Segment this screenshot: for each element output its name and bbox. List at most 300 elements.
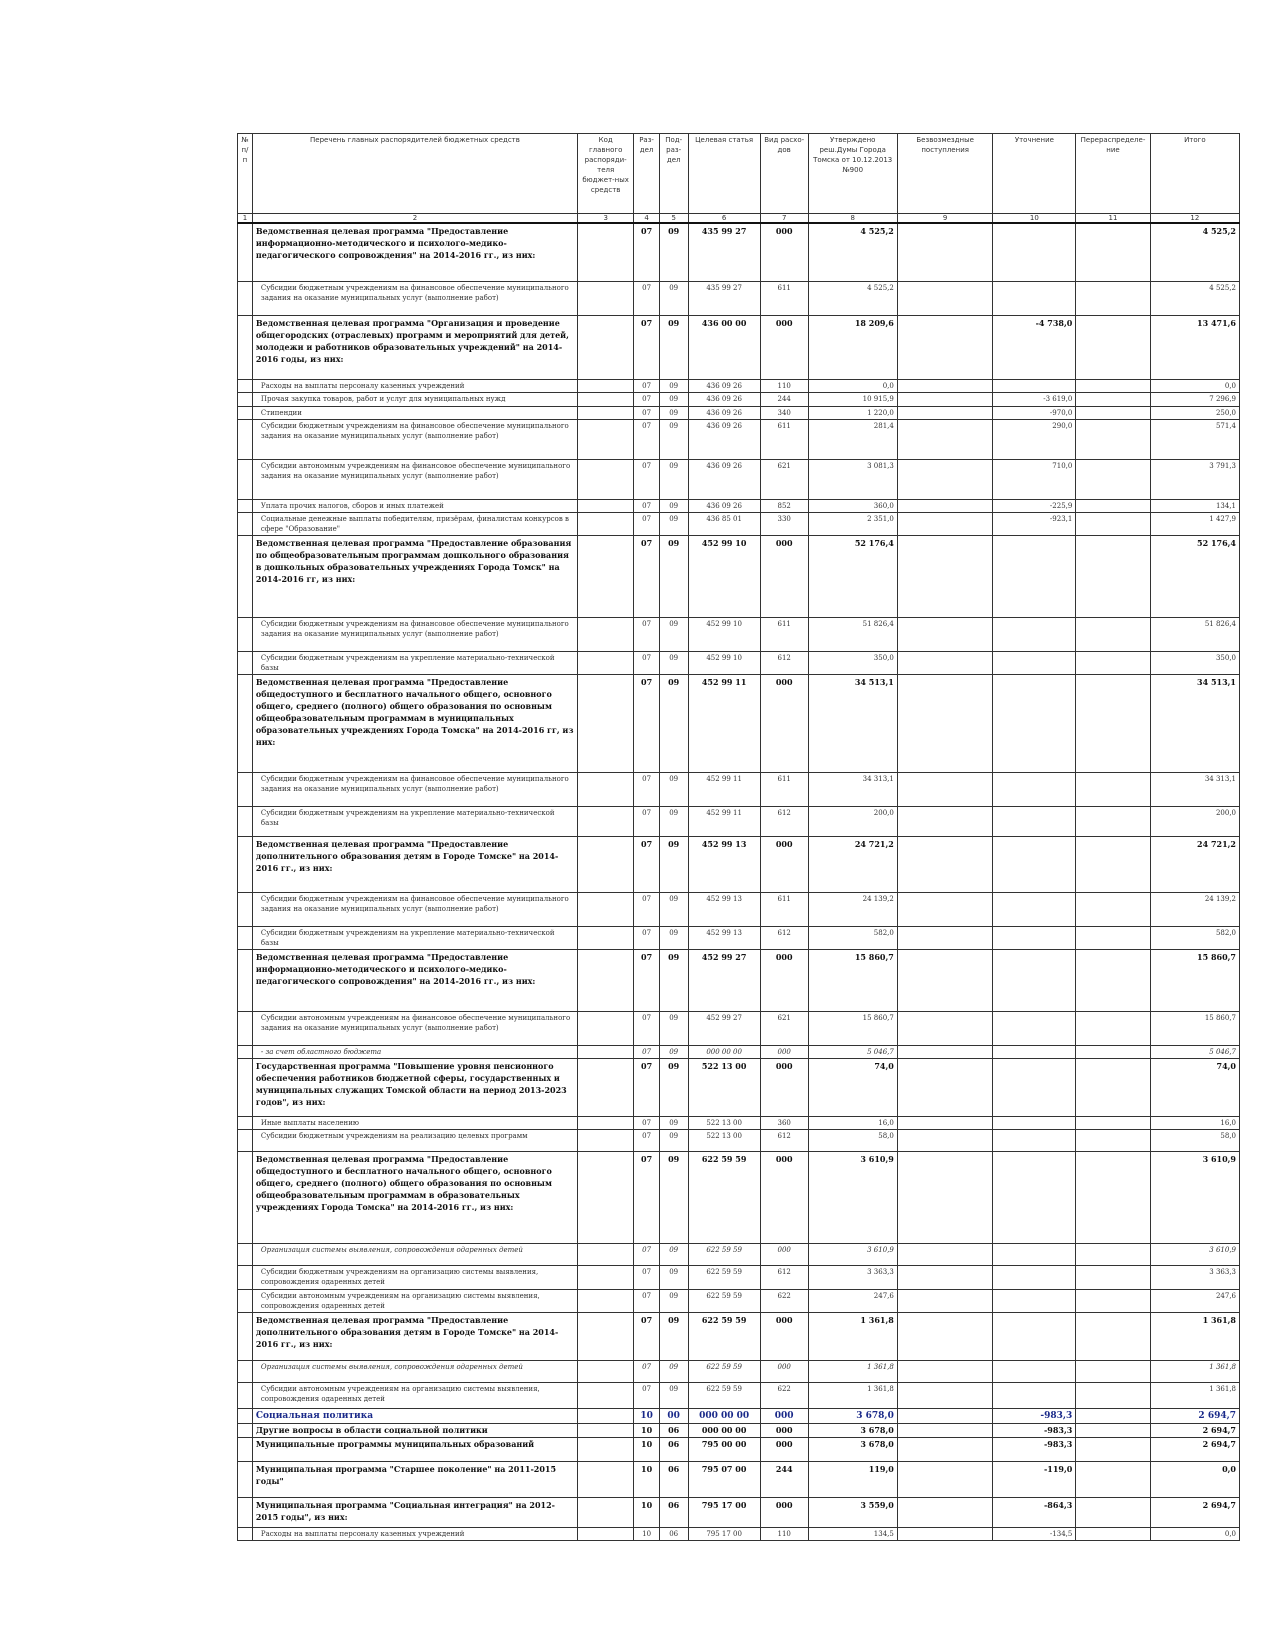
row-podrazdel-cell: 09 [659, 1151, 688, 1243]
row-razdel-cell: 07 [634, 1151, 660, 1243]
row-redistribution-cell [1076, 379, 1150, 392]
row-refinement-cell [993, 1116, 1076, 1129]
table-row [238, 1497, 1240, 1527]
header-cell-target-article: Целевая статья [688, 134, 760, 214]
table-row [238, 223, 1240, 281]
row-total-cell: 3 610,9 [1150, 1243, 1239, 1265]
row-gratuitous-cell [897, 512, 993, 535]
row-target-article-cell: 452 99 13 [688, 926, 760, 949]
row-name-cell: Ведомственная целевая программа "Предоставление общедоступного и бесплатного начального общего, основного общего, среднего (полного) общего образования по основным общеобразовательным программам в образовательных учреждениях Города Томска" на 2014-2016 гг., из них: [252, 1151, 577, 1243]
row-razdel-cell: 07 [634, 651, 660, 674]
row-grbs-code-cell [578, 1312, 634, 1360]
row-podrazdel-cell: 09 [659, 806, 688, 836]
row-approved-cell: 15 860,7 [808, 1011, 897, 1045]
column-number: 6 [688, 214, 760, 224]
row-refinement-cell [993, 836, 1076, 892]
row-expense-type-cell: 612 [760, 1129, 808, 1151]
table-body [238, 223, 1240, 1540]
row-target-article-cell: 436 09 26 [688, 392, 760, 406]
row-gratuitous-cell [897, 223, 993, 281]
row-redistribution-cell [1076, 1360, 1150, 1382]
row-podrazdel-cell: 09 [659, 1129, 688, 1151]
row-grbs-code-cell [578, 836, 634, 892]
row-redistribution-cell [1076, 1497, 1150, 1527]
row-number-cell [238, 1527, 253, 1540]
table-row [238, 1461, 1240, 1497]
row-gratuitous-cell [897, 949, 993, 1011]
row-razdel-cell: 07 [634, 1265, 660, 1289]
table-row [238, 1437, 1240, 1461]
row-total-cell: 2 694,7 [1150, 1437, 1239, 1461]
row-total-cell: 0,0 [1150, 379, 1239, 392]
row-approved-cell: 3 559,0 [808, 1497, 897, 1527]
row-razdel-cell: 10 [634, 1437, 660, 1461]
table-row [238, 512, 1240, 535]
row-podrazdel-cell: 06 [659, 1437, 688, 1461]
row-razdel-cell: 07 [634, 1289, 660, 1312]
row-name-cell: Уплата прочих налогов, сборов и иных платежей [252, 499, 577, 512]
row-redistribution-cell [1076, 499, 1150, 512]
row-name-cell: Субсидии бюджетным учреждениям на финансовое обеспечение муниципального задания на оказание муниципальных услуг (выполнение работ) [252, 772, 577, 806]
row-razdel-cell: 07 [634, 223, 660, 281]
row-grbs-code-cell [578, 1461, 634, 1497]
header-cell-total: Итого [1150, 134, 1239, 214]
row-number-cell [238, 617, 253, 651]
row-name-cell: Ведомственная целевая программа "Предоставление общедоступного и бесплатного начального общего, основного общего, среднего (полного) общего образования по основным общеобразовательным программам в муниципальных образовательных учреждениях Города Томска" на 2014-2016 гг, из них: [252, 674, 577, 772]
row-approved-cell: 281,4 [808, 419, 897, 459]
table-row [238, 1151, 1240, 1243]
row-redistribution-cell [1076, 223, 1150, 281]
row-name-cell: - за счет областного бюджета [252, 1045, 577, 1058]
row-podrazdel-cell: 09 [659, 1265, 688, 1289]
row-gratuitous-cell [897, 1289, 993, 1312]
row-podrazdel-cell: 09 [659, 1312, 688, 1360]
budget-sheet [237, 133, 1240, 1541]
row-total-cell: 250,0 [1150, 406, 1239, 419]
row-razdel-cell: 07 [634, 617, 660, 651]
row-name-cell: Ведомственная целевая программа "Организация и проведение общегородских (отраслевых) программ и мероприятий для детей, молодежи и работников образовательных учреждений" на 2014-2016 годы, из них: [252, 315, 577, 379]
row-gratuitous-cell [897, 1360, 993, 1382]
row-podrazdel-cell: 09 [659, 1045, 688, 1058]
row-approved-cell: 16,0 [808, 1116, 897, 1129]
row-number-cell [238, 1360, 253, 1382]
row-gratuitous-cell [897, 1045, 993, 1058]
row-target-article-cell: 795 07 00 [688, 1461, 760, 1497]
row-number-cell [238, 1423, 253, 1437]
row-gratuitous-cell [897, 617, 993, 651]
row-name-cell: Организация системы выявления, сопровождения одаренных детей [252, 1243, 577, 1265]
header-cell-podrazdel: Под-раз-дел [659, 134, 688, 214]
row-approved-cell: 52 176,4 [808, 535, 897, 617]
row-refinement-cell [993, 617, 1076, 651]
row-razdel-cell: 07 [634, 535, 660, 617]
row-approved-cell: 15 860,7 [808, 949, 897, 1011]
row-razdel-cell: 07 [634, 1058, 660, 1116]
row-expense-type-cell: 000 [760, 1408, 808, 1423]
row-name-cell: Иные выплаты населению [252, 1116, 577, 1129]
row-redistribution-cell [1076, 772, 1150, 806]
row-gratuitous-cell [897, 1423, 993, 1437]
row-redistribution-cell [1076, 1129, 1150, 1151]
row-grbs-code-cell [578, 1011, 634, 1045]
row-number-cell [238, 512, 253, 535]
row-grbs-code-cell [578, 1058, 634, 1116]
row-redistribution-cell [1076, 419, 1150, 459]
row-razdel-cell: 07 [634, 1360, 660, 1382]
header-cell-gratuitous: Безвозмездные поступления [897, 134, 993, 214]
row-grbs-code-cell [578, 1116, 634, 1129]
row-podrazdel-cell: 09 [659, 406, 688, 419]
row-podrazdel-cell: 09 [659, 535, 688, 617]
budget-table [237, 133, 1240, 1541]
row-grbs-code-cell [578, 892, 634, 926]
row-approved-cell: 3 610,9 [808, 1151, 897, 1243]
row-podrazdel-cell: 09 [659, 419, 688, 459]
row-target-article-cell: 436 09 26 [688, 406, 760, 419]
row-expense-type-cell: 000 [760, 1437, 808, 1461]
row-total-cell: 1 427,9 [1150, 512, 1239, 535]
row-podrazdel-cell: 09 [659, 949, 688, 1011]
row-expense-type-cell: 000 [760, 674, 808, 772]
table-row [238, 281, 1240, 315]
row-target-article-cell: 795 00 00 [688, 1437, 760, 1461]
header-cell-grbs-code: Код главного распоряди-теля бюджет-ных средств [578, 134, 634, 214]
row-expense-type-cell: 612 [760, 806, 808, 836]
row-grbs-code-cell [578, 406, 634, 419]
row-gratuitous-cell [897, 772, 993, 806]
row-expense-type-cell: 621 [760, 459, 808, 499]
row-target-article-cell: 522 13 00 [688, 1058, 760, 1116]
row-grbs-code-cell [578, 1497, 634, 1527]
table-row [238, 1116, 1240, 1129]
column-number: 5 [659, 214, 688, 224]
row-refinement-cell: -134,5 [993, 1527, 1076, 1540]
row-name-cell: Субсидии бюджетным учреждениям на финансовое обеспечение муниципального задания на оказание муниципальных услуг (выполнение работ) [252, 617, 577, 651]
row-number-cell [238, 535, 253, 617]
table-row [238, 1423, 1240, 1437]
row-name-cell: Организация системы выявления, сопровождения одаренных детей [252, 1360, 577, 1382]
row-target-article-cell: 436 09 26 [688, 419, 760, 459]
row-total-cell: 247,6 [1150, 1289, 1239, 1312]
row-name-cell: Ведомственная целевая программа "Предоставление информационно-методического и психолого-медико-педагогического сопровождения" на 2014-2016 гг., из них: [252, 223, 577, 281]
row-name-cell: Прочая закупка товаров, работ и услуг для муниципальных нужд [252, 392, 577, 406]
row-razdel-cell: 07 [634, 459, 660, 499]
row-expense-type-cell: 622 [760, 1289, 808, 1312]
row-redistribution-cell [1076, 1151, 1150, 1243]
row-total-cell: 15 860,7 [1150, 1011, 1239, 1045]
row-target-article-cell: 452 99 11 [688, 806, 760, 836]
row-number-cell [238, 1265, 253, 1289]
column-number: 4 [634, 214, 660, 224]
row-expense-type-cell: 244 [760, 1461, 808, 1497]
row-expense-type-cell: 000 [760, 1058, 808, 1116]
row-refinement-cell [993, 674, 1076, 772]
row-target-article-cell: 452 99 27 [688, 949, 760, 1011]
row-redistribution-cell [1076, 617, 1150, 651]
row-refinement-cell: -4 738,0 [993, 315, 1076, 379]
table-row [238, 772, 1240, 806]
row-name-cell: Субсидии бюджетным учреждениям на укрепление материально-технической базы [252, 806, 577, 836]
row-expense-type-cell: 000 [760, 1497, 808, 1527]
row-total-cell: 2 694,7 [1150, 1497, 1239, 1527]
row-total-cell: 2 694,7 [1150, 1423, 1239, 1437]
row-refinement-cell [993, 926, 1076, 949]
row-name-cell: Государственная программа "Повышение уровня пенсионного обеспечения работников бюджетной сферы, государственных и муниципальных служащих Томской области на период 2013-2023 годов", из них: [252, 1058, 577, 1116]
row-number-cell [238, 772, 253, 806]
table-row [238, 392, 1240, 406]
row-expense-type-cell: 000 [760, 315, 808, 379]
row-name-cell: Стипендии [252, 406, 577, 419]
row-gratuitous-cell [897, 806, 993, 836]
row-name-cell: Субсидии бюджетным учреждениям на финансовое обеспечение муниципального задания на оказание муниципальных услуг (выполнение работ) [252, 281, 577, 315]
table-row [238, 836, 1240, 892]
row-grbs-code-cell [578, 1382, 634, 1408]
row-gratuitous-cell [897, 892, 993, 926]
row-grbs-code-cell [578, 806, 634, 836]
row-expense-type-cell: 000 [760, 1151, 808, 1243]
row-expense-type-cell: 340 [760, 406, 808, 419]
row-razdel-cell: 07 [634, 392, 660, 406]
row-podrazdel-cell: 09 [659, 223, 688, 281]
row-number-cell [238, 926, 253, 949]
row-expense-type-cell: 000 [760, 1360, 808, 1382]
row-grbs-code-cell [578, 1151, 634, 1243]
row-razdel-cell: 07 [634, 1116, 660, 1129]
row-expense-type-cell: 000 [760, 1312, 808, 1360]
row-podrazdel-cell: 06 [659, 1497, 688, 1527]
row-number-cell [238, 674, 253, 772]
row-grbs-code-cell [578, 1360, 634, 1382]
row-expense-type-cell: 330 [760, 512, 808, 535]
row-grbs-code-cell [578, 379, 634, 392]
row-grbs-code-cell [578, 651, 634, 674]
row-total-cell: 52 176,4 [1150, 535, 1239, 617]
row-refinement-cell: 710,0 [993, 459, 1076, 499]
row-expense-type-cell: 000 [760, 1243, 808, 1265]
row-target-article-cell: 622 59 59 [688, 1382, 760, 1408]
row-number-cell [238, 1312, 253, 1360]
row-razdel-cell: 07 [634, 379, 660, 392]
row-refinement-cell [993, 806, 1076, 836]
row-number-cell [238, 892, 253, 926]
row-approved-cell: 34 313,1 [808, 772, 897, 806]
row-refinement-cell [993, 651, 1076, 674]
row-number-cell [238, 1243, 253, 1265]
row-podrazdel-cell: 09 [659, 1116, 688, 1129]
row-redistribution-cell [1076, 892, 1150, 926]
row-target-article-cell: 622 59 59 [688, 1289, 760, 1312]
row-approved-cell: 1 220,0 [808, 406, 897, 419]
row-grbs-code-cell [578, 315, 634, 379]
row-razdel-cell: 07 [634, 499, 660, 512]
row-approved-cell: 0,0 [808, 379, 897, 392]
row-podrazdel-cell: 06 [659, 1461, 688, 1497]
row-refinement-cell: -864,3 [993, 1497, 1076, 1527]
row-grbs-code-cell [578, 535, 634, 617]
row-total-cell: 1 361,8 [1150, 1382, 1239, 1408]
row-expense-type-cell: 611 [760, 892, 808, 926]
row-target-article-cell: 452 99 13 [688, 892, 760, 926]
row-number-cell [238, 651, 253, 674]
row-approved-cell: 34 513,1 [808, 674, 897, 772]
row-podrazdel-cell: 09 [659, 651, 688, 674]
row-number-cell [238, 1058, 253, 1116]
row-expense-type-cell: 000 [760, 535, 808, 617]
row-grbs-code-cell [578, 1408, 634, 1423]
row-gratuitous-cell [897, 1011, 993, 1045]
row-podrazdel-cell: 09 [659, 392, 688, 406]
row-podrazdel-cell: 00 [659, 1408, 688, 1423]
row-total-cell: 350,0 [1150, 651, 1239, 674]
row-razdel-cell: 07 [634, 1011, 660, 1045]
row-number-cell [238, 1045, 253, 1058]
row-grbs-code-cell [578, 459, 634, 499]
row-grbs-code-cell [578, 1289, 634, 1312]
row-total-cell: 3 610,9 [1150, 1151, 1239, 1243]
row-total-cell: 0,0 [1150, 1461, 1239, 1497]
row-redistribution-cell [1076, 1312, 1150, 1360]
row-redistribution-cell [1076, 926, 1150, 949]
row-grbs-code-cell [578, 1243, 634, 1265]
row-refinement-cell: -970,0 [993, 406, 1076, 419]
row-approved-cell: 3 678,0 [808, 1437, 897, 1461]
row-expense-type-cell: 611 [760, 772, 808, 806]
row-name-cell: Другие вопросы в области социальной политики [252, 1423, 577, 1437]
row-approved-cell: 3 363,3 [808, 1265, 897, 1289]
row-target-article-cell: 795 17 00 [688, 1497, 760, 1527]
row-refinement-cell [993, 1289, 1076, 1312]
header-cell-redistribution: Перераспределе-ние [1076, 134, 1150, 214]
column-number: 1 [238, 214, 253, 224]
row-number-cell [238, 406, 253, 419]
row-target-article-cell: 436 09 26 [688, 499, 760, 512]
table-row [238, 315, 1240, 379]
row-target-article-cell: 452 99 11 [688, 674, 760, 772]
row-name-cell: Ведомственная целевая программа "Предоставление информационно-методического и психолого-медико-педагогического сопровождения" на 2014-2016 гг., из них: [252, 949, 577, 1011]
row-total-cell: 200,0 [1150, 806, 1239, 836]
row-approved-cell: 582,0 [808, 926, 897, 949]
row-grbs-code-cell [578, 1527, 634, 1540]
row-razdel-cell: 07 [634, 512, 660, 535]
row-refinement-cell: -119,0 [993, 1461, 1076, 1497]
row-expense-type-cell: 611 [760, 281, 808, 315]
row-approved-cell: 200,0 [808, 806, 897, 836]
row-approved-cell: 3 678,0 [808, 1408, 897, 1423]
row-podrazdel-cell: 09 [659, 926, 688, 949]
row-target-article-cell: 795 17 00 [688, 1527, 760, 1540]
table-row [238, 617, 1240, 651]
row-number-cell [238, 1289, 253, 1312]
table-row [238, 1408, 1240, 1423]
table-row [238, 406, 1240, 419]
table-row [238, 1045, 1240, 1058]
row-name-cell: Субсидии автономным учреждениям на финансовое обеспечение муниципального задания на оказание муниципальных услуг (выполнение работ) [252, 459, 577, 499]
row-total-cell: 1 361,8 [1150, 1312, 1239, 1360]
row-total-cell: 1 361,8 [1150, 1360, 1239, 1382]
row-expense-type-cell: 612 [760, 1265, 808, 1289]
row-name-cell: Социальные денежные выплаты победителям, призёрам, финалистам конкурсов в сфере "Образование" [252, 512, 577, 535]
row-redistribution-cell [1076, 836, 1150, 892]
row-refinement-cell [993, 1265, 1076, 1289]
row-total-cell: 13 471,6 [1150, 315, 1239, 379]
row-razdel-cell: 07 [634, 674, 660, 772]
row-grbs-code-cell [578, 1045, 634, 1058]
row-redistribution-cell [1076, 1408, 1150, 1423]
row-gratuitous-cell [897, 651, 993, 674]
row-target-article-cell: 452 99 10 [688, 651, 760, 674]
row-podrazdel-cell: 09 [659, 379, 688, 392]
row-target-article-cell: 452 99 10 [688, 535, 760, 617]
row-expense-type-cell: 244 [760, 392, 808, 406]
row-number-cell [238, 459, 253, 499]
row-expense-type-cell: 110 [760, 379, 808, 392]
row-grbs-code-cell [578, 1437, 634, 1461]
row-podrazdel-cell: 09 [659, 512, 688, 535]
header-cell-number: № п/п [238, 134, 253, 214]
table-row [238, 1011, 1240, 1045]
row-podrazdel-cell: 06 [659, 1423, 688, 1437]
row-refinement-cell [993, 1360, 1076, 1382]
row-number-cell [238, 1408, 253, 1423]
table-row [238, 1243, 1240, 1265]
row-razdel-cell: 10 [634, 1497, 660, 1527]
table-row [238, 892, 1240, 926]
row-approved-cell: 247,6 [808, 1289, 897, 1312]
row-target-article-cell: 622 59 59 [688, 1312, 760, 1360]
row-razdel-cell: 07 [634, 419, 660, 459]
row-gratuitous-cell [897, 1058, 993, 1116]
row-razdel-cell: 07 [634, 1312, 660, 1360]
row-refinement-cell [993, 1129, 1076, 1151]
row-podrazdel-cell: 09 [659, 674, 688, 772]
row-approved-cell: 350,0 [808, 651, 897, 674]
row-expense-type-cell: 000 [760, 223, 808, 281]
row-gratuitous-cell [897, 406, 993, 419]
row-grbs-code-cell [578, 281, 634, 315]
row-name-cell: Ведомственная целевая программа "Предоставление дополнительного образования детям в Городе Томске" на 2014-2016 гг., из них: [252, 836, 577, 892]
row-gratuitous-cell [897, 1408, 993, 1423]
table-row [238, 459, 1240, 499]
row-podrazdel-cell: 09 [659, 459, 688, 499]
row-total-cell: 3 791,3 [1150, 459, 1239, 499]
row-total-cell: 0,0 [1150, 1527, 1239, 1540]
row-refinement-cell [993, 1058, 1076, 1116]
row-razdel-cell: 07 [634, 315, 660, 379]
header-row [238, 134, 1240, 214]
row-number-cell [238, 1497, 253, 1527]
row-approved-cell: 1 361,8 [808, 1360, 897, 1382]
row-approved-cell: 119,0 [808, 1461, 897, 1497]
row-total-cell: 5 046,7 [1150, 1045, 1239, 1058]
column-number-row [238, 214, 1240, 224]
row-name-cell: Субсидии бюджетным учреждениям на организацию системы выявления, сопровождения одаренных детей [252, 1265, 577, 1289]
row-number-cell [238, 806, 253, 836]
table-row [238, 949, 1240, 1011]
row-redistribution-cell [1076, 1265, 1150, 1289]
row-approved-cell: 24 139,2 [808, 892, 897, 926]
row-grbs-code-cell [578, 674, 634, 772]
row-approved-cell: 360,0 [808, 499, 897, 512]
column-number: 8 [808, 214, 897, 224]
row-razdel-cell: 07 [634, 1045, 660, 1058]
row-name-cell: Муниципальная программа "Старшее поколение" на 2011-2015 годы" [252, 1461, 577, 1497]
row-podrazdel-cell: 09 [659, 1243, 688, 1265]
row-gratuitous-cell [897, 836, 993, 892]
row-approved-cell: 4 525,2 [808, 281, 897, 315]
column-number: 12 [1150, 214, 1239, 224]
row-razdel-cell: 07 [634, 406, 660, 419]
row-number-cell [238, 1151, 253, 1243]
